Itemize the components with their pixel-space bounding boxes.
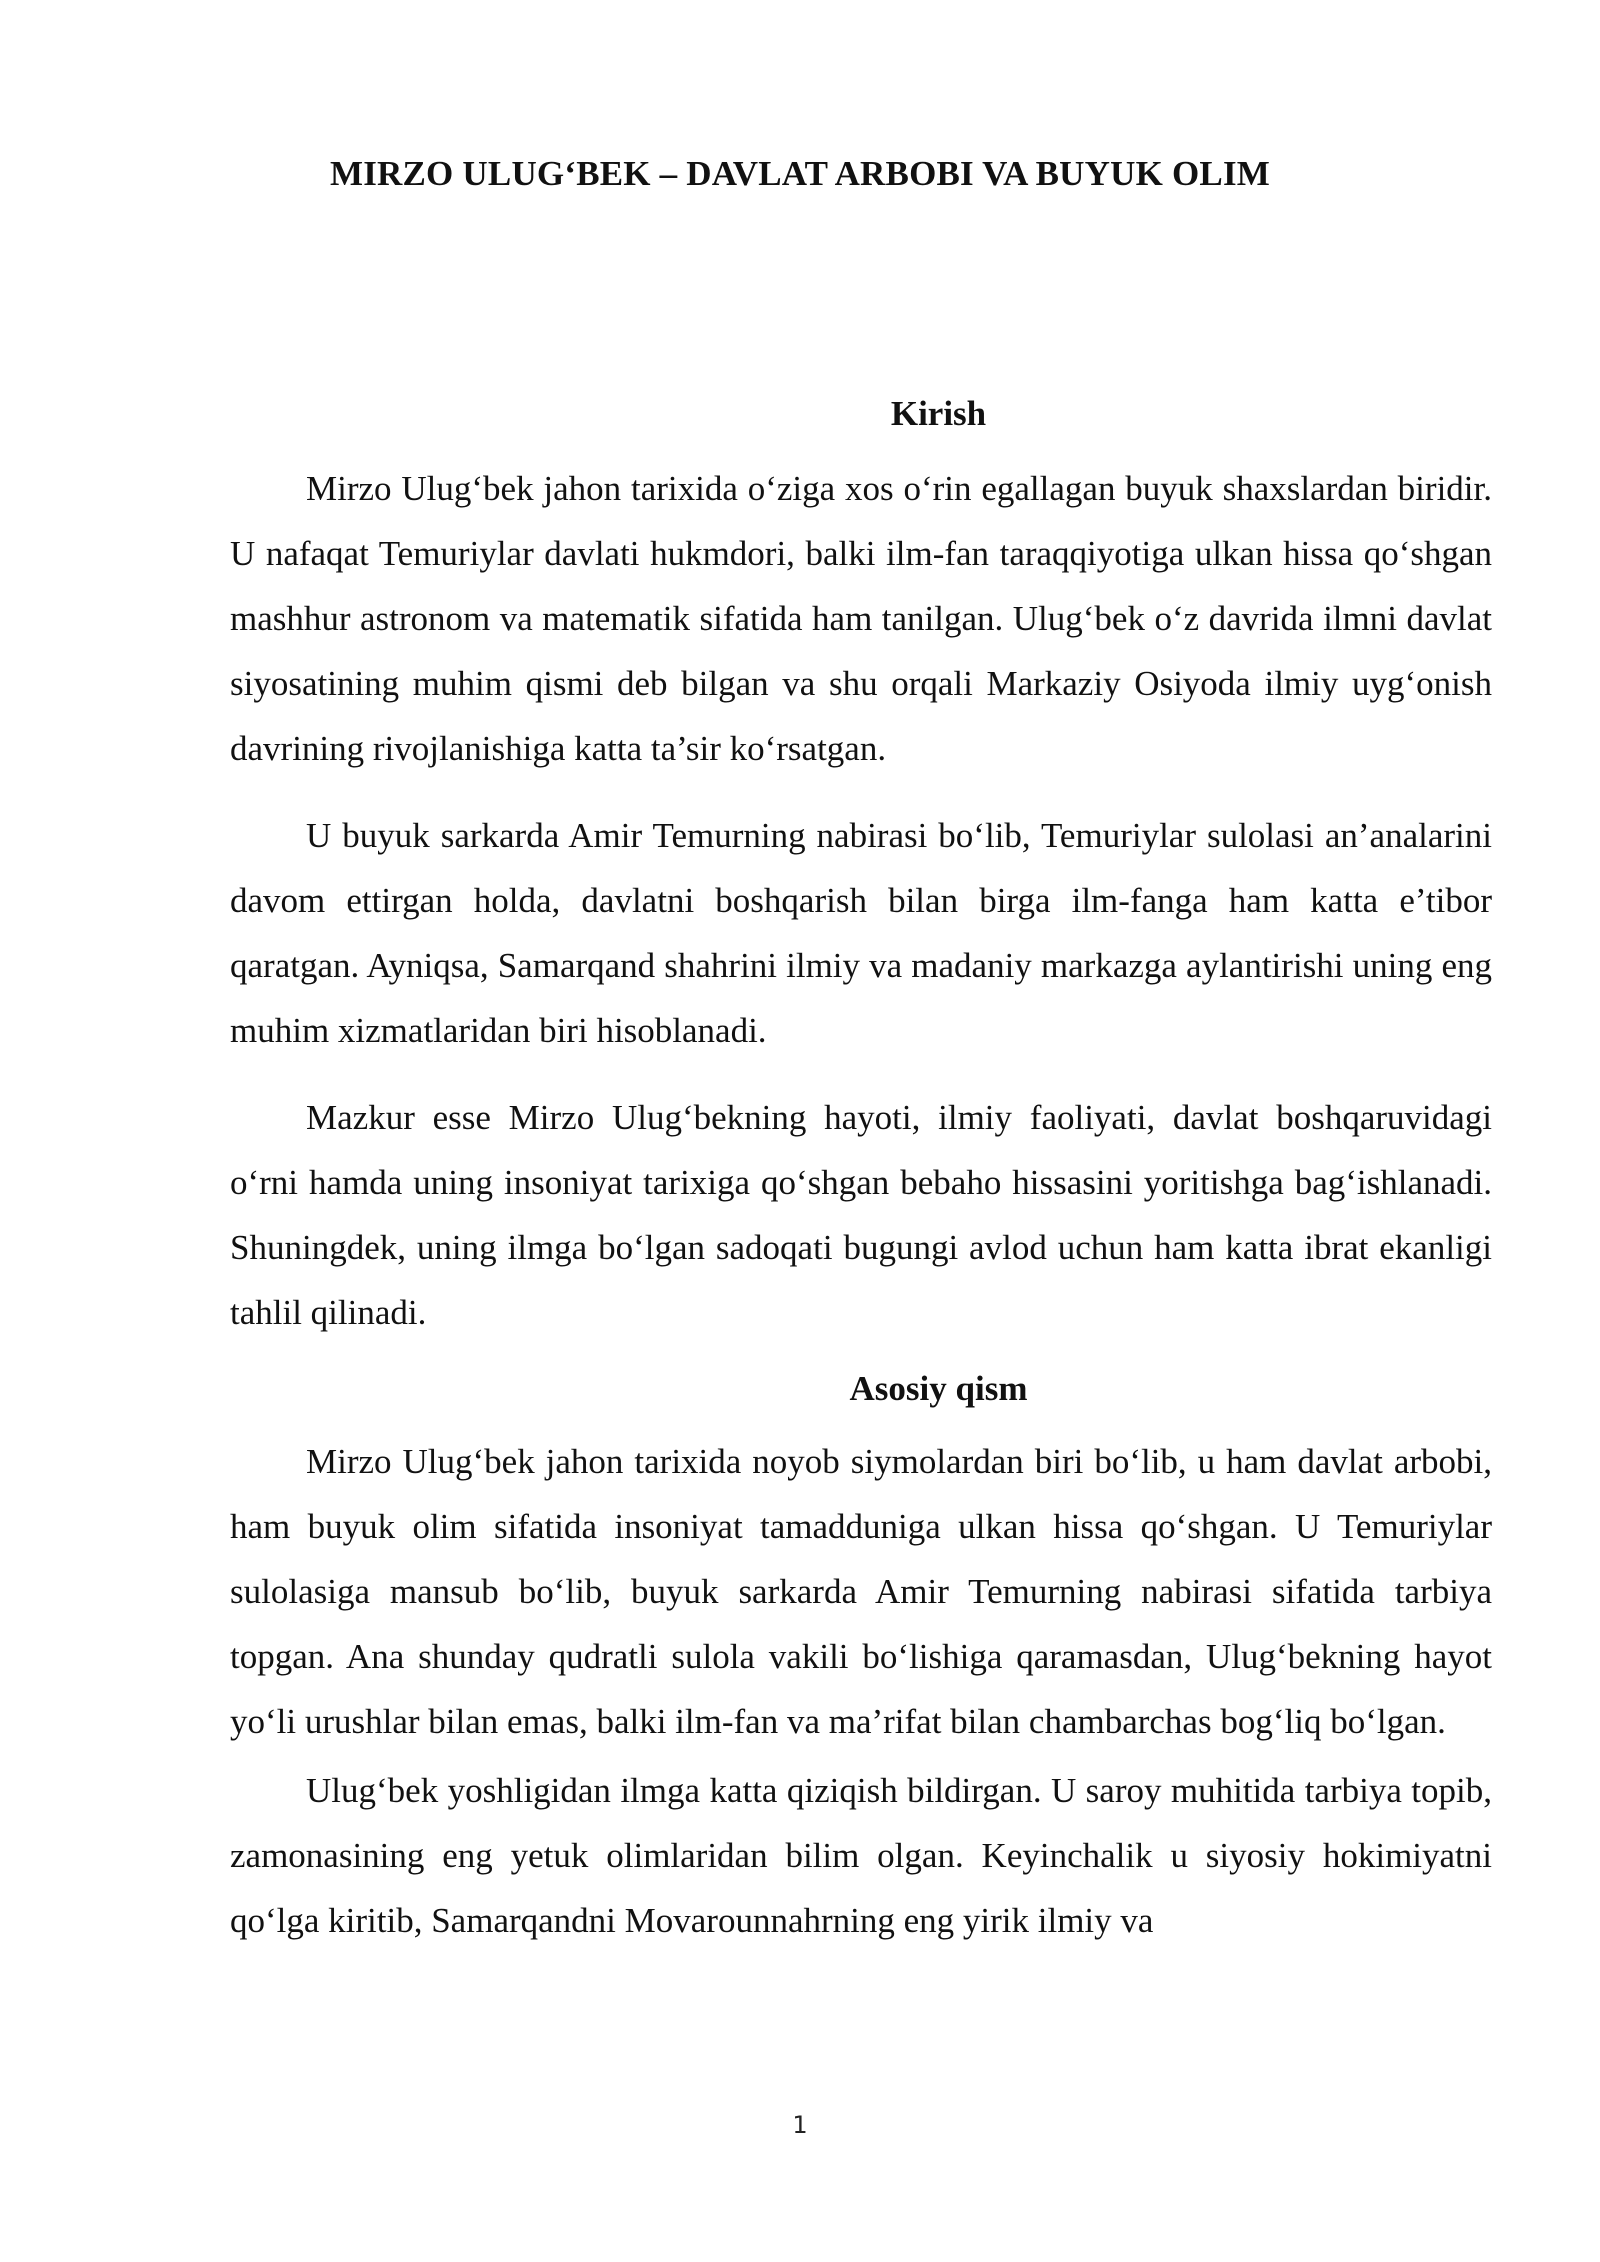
section-heading-kirish: Kirish: [890, 394, 987, 433]
document-title: MIRZO ULUG‘BEK – DAVLAT ARBOBI VA BUYUK OLIM: [329, 154, 1271, 193]
paragraph: Mirzo Ulug‘bek jahon tarixida noyob siymolardan biri bo‘lib, u ham davlat arbobi, ham buyuk olim sifatida insoniyat tamadduniga ulkan hissa qo‘shgan. U Temuriylar sulolasiga mansub bo‘lib, buyuk sarkarda Amir Temurning nabirasi sifatida tarbiya topgan. Ana shunday qudratli sulola vakili bo‘lishiga qaramasdan, Ulug‘bekning hayot yo‘li urushlar bilan emas, balki ilm-fan va ma’rifat bilan chambarchas bog‘liq bo‘lgan.: [230, 1442, 1492, 1741]
paragraph: Mazkur esse Mirzo Ulug‘bekning hayoti, ilmiy faoliyati, davlat boshqaruvidagi o‘rni hamda uning insoniyat tarixiga qo‘shgan bebaho hissasini yoritishga bag‘ishlanadi. Shuningdek, uning ilmga bo‘lgan sadoqati bugungi avlod uchun ham katta ibrat ekanligi tahlil qilinadi.: [230, 1098, 1492, 1332]
page-number: 1: [792, 2111, 808, 2139]
paragraph: U buyuk sarkarda Amir Temurning nabirasi bo‘lib, Temuriylar sulolasi an’analarini davom ettirgan holda, davlatni boshqarish bilan birga ilm-fanga ham katta e’tibor qaratgan. Ayniqsa, Samarqand shahrini ilmiy va madaniy markazga aylantirishi uning eng muhim xizmatlaridan biri hisoblanadi.: [230, 816, 1492, 1050]
paragraph: Ulug‘bek yoshligidan ilmga katta qiziqish bildirgan. U saroy muhitida tarbiya topib, zamonasining eng yetuk olimlaridan bilim olgan. Keyinchalik u siyosiy hokimiyatni qo‘lga kiritib, Samarqandni Movarounnahrning eng yirik ilmiy va: [230, 1771, 1492, 1940]
section-heading-asosiy-qism: Asosiy qism: [849, 1369, 1028, 1408]
document-body: [230, 392, 1492, 1953]
paragraph: Mirzo Ulug‘bek jahon tarixida o‘ziga xos o‘rin egallagan buyuk shaxslardan biridir. U nafaqat Temuriylar davlati hukmdori, balki ilm-fan taraqqiyotiga ulkan hissa qo‘shgan mashhur astronom va matematik sifatida ham tanilgan. Ulug‘bek o‘z davrida ilmni davlat siyosatining muhim qismi deb bilgan va shu orqali Markaziy Osiyoda ilmiy uyg‘onish davrining rivojlanishiga katta ta’sir ko‘rsatgan.: [230, 469, 1492, 768]
